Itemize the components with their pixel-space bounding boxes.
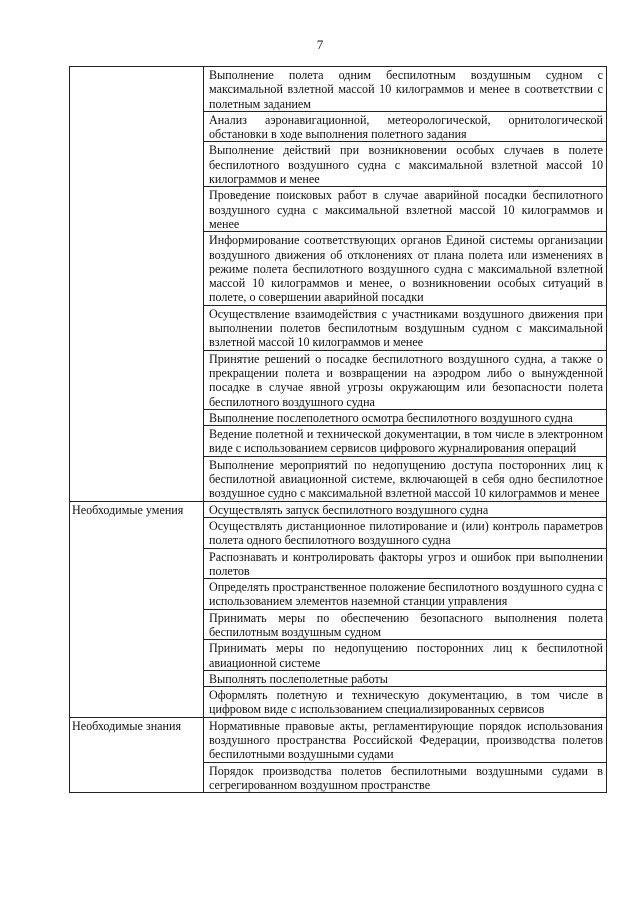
table-row [70,717,607,792]
list-item: Ведение полетной и технической документации, в том числе в электронном виде с использованием сервисов цифрового журналирования операций [204,425,606,456]
list-item: Выполнение полета одним беспилотным воздушным судном с максимальной взлетной массой 10 килограммов и менее в соответствии с полетным заданием [209,68,603,111]
competency-table [69,66,607,793]
section-label: Необходимые умения [70,501,204,717]
table-row [70,67,607,502]
list-item: Порядок производства полетов беспилотными воздушными судами в сегрегированном воздушном пространстве [204,762,606,793]
section-label: Необходимые знания [70,717,204,792]
list-item: Определять пространственное положение беспилотного воздушного судна с использованием элементов наземной станции управления [204,578,606,609]
section-items [204,717,607,792]
list-item: Осуществлять дистанционное пилотирование и (или) контроль параметров полета одного беспилотного воздушного судна [204,517,606,548]
section-items [204,501,607,717]
list-item: Информирование соответствующих органов Единой системы организации воздушного движения об отклонениях от плана полета или изменениях в режиме полета беспилотного воздушного судна с максимальной взлетной массой 10 килограммов и менее, о возникновении особых ситуаций в полете, о совершении аварийной посадки [204,231,606,304]
list-item: Проведение поисковых работ в случае аварийной посадки беспилотного воздушного судна с максимальной взлетной массой 10 килограммов и менее [204,186,606,231]
list-item: Выполнение действий при возникновении особых случаев в полете беспилотного воздушного судна с максимальной взлетной массой 10 килограммов и менее [204,141,606,186]
list-item: Оформлять полетную и техническую документацию, в том числе в цифровом виде с использованием специализированных сервисов [204,686,606,717]
list-item: Анализ аэронавигационной, метеорологической, орнитологической обстановки в ходе выполнения полетного задания [204,111,606,142]
table-row [70,501,607,717]
list-item: Принятие решений о посадке беспилотного воздушного судна, а также о прекращении полета и возвращении на аэродром либо о вынужденной посадке в случае явной угрозы окружающим или безопасности полета беспилотного воздушного судна [204,350,606,409]
list-item: Выполнять послеполетные работы [204,670,606,686]
list-item: Распознавать и контролировать факторы угроз и ошибок при выполнении полетов [204,548,606,579]
list-item: Выполнение мероприятий по недопущению доступа посторонних лиц к беспилотной авиационной системе, включающей в себя одно беспилотное воздушное судно с максимальной взлетной массой 10 килограммов и менее [204,456,606,501]
list-item: Осуществлять запуск беспилотного воздушного судна [209,502,489,517]
list-item: Нормативные правовые акты, регламентирующие порядок использования воздушного пространства Российской Федерации, производства полетов беспилотными воздушными судами [209,718,603,762]
list-item: Осуществление взаимодействия с участниками воздушного движения при выполнении полетов беспилотным воздушным судном с максимальной взлетной массой 10 килограммов и менее [204,305,606,350]
page-number: 7 [316,37,324,52]
list-item: Принимать меры по недопущению посторонних лиц к беспилотной авиационной системе [204,639,606,670]
section-items [204,67,607,502]
list-item: Принимать меры по обеспечению безопасного выполнения полета беспилотным воздушным судном [204,609,606,640]
section-label [70,67,204,502]
list-item: Выполнение послеполетного осмотра беспилотного воздушного судна [204,409,606,425]
